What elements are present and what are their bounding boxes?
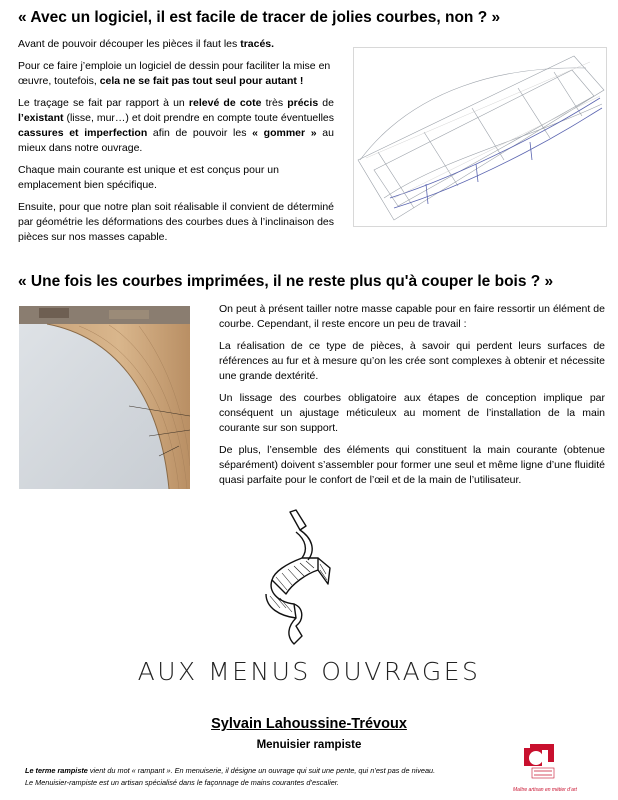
section1-paragraph-1: Avant de pouvoir découper les pièces il faut les tracés.	[18, 38, 275, 50]
author-name: Sylvain Lahoussine-Trévoux	[211, 716, 407, 732]
footer-note	[25, 765, 435, 789]
badge-caption: Maître artisan en métier d’art	[513, 787, 577, 793]
brand-name: AUX MENUS OUVRAGES	[137, 657, 481, 686]
section1-title: « Avec un logiciel, il est facile de tracer de jolies courbes, non ? »	[18, 9, 501, 26]
section2-paragraph-1: On peut à présent tailler notre masse capable pour en faire ressortir un élément de courbe. Cependant, il reste encore un peu de travail :	[219, 303, 605, 330]
wood-handrail-photo	[19, 306, 190, 489]
section2-paragraph-4: De plus, l’ensemble des éléments qui constituent la main courante (obtenue séparément) doivent s’assembler pour former une seul et même ligne d’une fluidité quasi parfaite pour le confort de l’œil et de la main de l’utilisateur.	[219, 444, 605, 486]
section1-paragraph-5: Ensuite, pour que notre plan soit réalisable il convient de déterminé par géométrie les déformations des courbes dues à l’inclinaison des pièces sur nos masses capable.	[18, 201, 334, 243]
section1-body	[18, 37, 334, 245]
maitre-artisan-badge-icon	[510, 742, 574, 786]
section2-body	[219, 302, 605, 488]
section2-paragraph-2: La réalisation de ce type de pièces, à savoir qui perdent leurs surfaces de références au fur et à mesure qu’on les crée sont complexes à obtenir et nécessite une grande dextérité.	[219, 340, 605, 382]
section1-paragraph-3: Le traçage se fait par rapport à un relevé de cote très précis de l’existant (lisse, mur…) et doit prendre en compte toute éventuelles cassures et imperfection afin de pouvoir les « gommer » au mieux dans notre ouvrage.	[18, 97, 334, 154]
section1-paragraph-2: Pour ce faire j’emploie un logiciel de dessin pour faciliter la mise en œuvre, toutefois, cela ne se fait pas tout seul pour autant !	[18, 60, 331, 87]
profession-subtitle: Menuisier rampiste	[256, 739, 362, 751]
technical-drawing	[353, 47, 607, 227]
ribbon-logo-icon	[256, 508, 332, 646]
footer-line-2: Le Menuisier-rampiste est un artisan spécialisé dans le façonnage de mains courantes d’escalier.	[25, 778, 339, 787]
section2-paragraph-3: Un lissage des courbes obligatoire aux étapes de conception implique par conséquent un ajustage méticuleux au moment de l’installation de la main courante sur son support.	[219, 392, 605, 434]
section2-title: « Une fois les courbes imprimées, il ne reste plus qu'à couper le bois ? »	[18, 273, 554, 290]
section1-paragraph-4: Chaque main courante est unique et est conçus pour un emplacement bien spécifique.	[18, 164, 279, 191]
footer-line-1: Le terme rampiste vient du mot « rampant ». En menuiserie, il désigne un ouvrage qui suit une pente, qui n’est pas de niveau.	[25, 766, 436, 775]
